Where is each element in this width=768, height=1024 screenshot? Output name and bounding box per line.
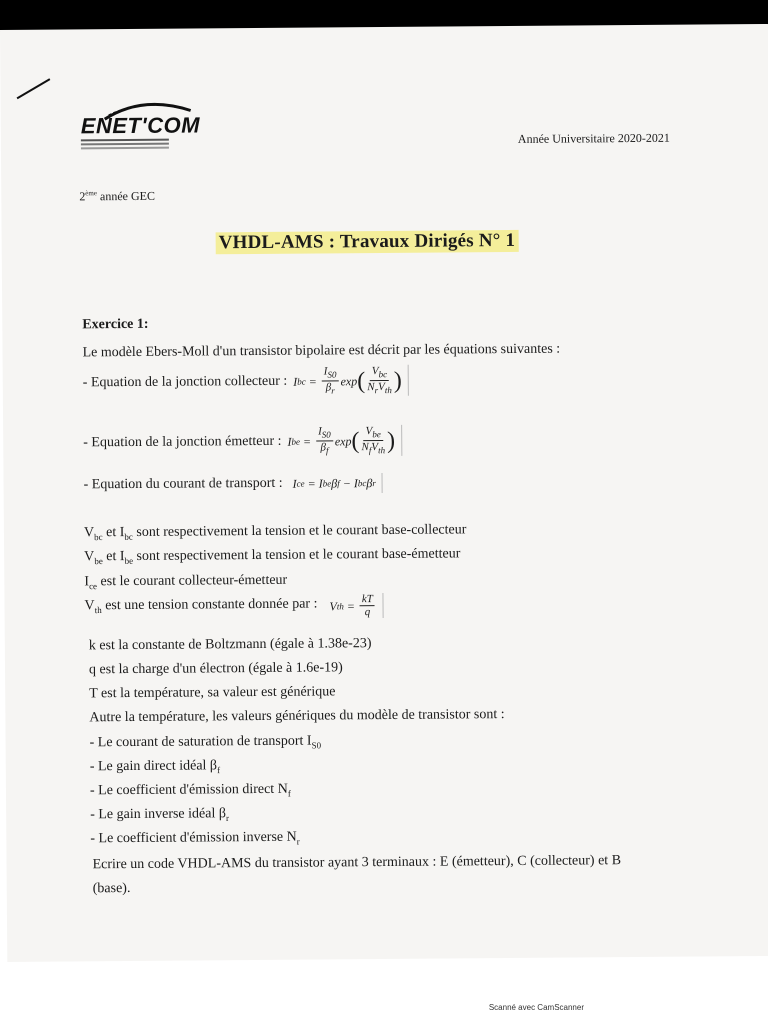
list-item-sub: f [287,788,291,799]
logo-wordmark: ENET'COM [80,112,201,139]
logo-subtitle-lines [81,139,169,142]
enetcom-logo [81,100,201,157]
equation-transport-formula: I ce = I be β f − I bc β r [287,473,383,494]
scanner-watermark: Scanné avec CamScanner [488,1003,584,1012]
vbe-definition-text: sont respectivement la tension et le courant base-émetteur [136,546,461,564]
list-item [90,780,291,805]
list-item-sub: r [296,836,300,847]
scanner-bottom-margin [0,962,768,1024]
task-line-1: Ecrire un code VHDL-AMS du transistor ayant 3 terminaux : E (émetteur), C (collecteur) et B [92,853,622,873]
generic-values-intro: Autre la température, les valeurs génériques du modèle de transistor sont : [89,707,505,726]
list-item-text: - Le coefficient d'émission inverse N [90,829,297,847]
vth-definition-text: est une tension constante donnée par : [105,596,318,613]
ice-definition-text: est le courant collecteur-émetteur [100,572,288,590]
list-item-text: - Le courant de saturation de transport I [89,733,312,751]
equation-emitter-label: - Equation de la jonction émetteur : [83,433,282,451]
page-title: VHDL-AMS : Travaux Dirigés N° 1 [218,229,516,254]
t-definition: T est la température, sa valeur est générique [89,684,336,702]
list-item-sub: f [217,765,221,776]
vbe-definition: $V_{be}$ et $I_{be}$ sont respectivement la tension et le courant base-émetteur [84,546,461,567]
list-item-text: - Le coefficient d'émission direct N [89,781,288,799]
list-item [90,756,220,781]
equation-emitter-row [83,425,402,459]
equation-collector-row [83,365,409,399]
vth-definition-row [84,593,384,620]
equation-collector-formula: I bc = $\frac{I_{S0}}{\beta_r}$ exp ( $\frac{V_{bc}}{N_rV_{th}}$ ) [287,365,409,397]
academic-year: Année Universitaire 2020-2021 [517,130,670,146]
class-level [79,189,155,205]
list-item [90,804,229,829]
list-item-sub: S0 [311,740,322,751]
task-line-2: (base). [92,881,131,897]
level-sup: ème [85,189,97,198]
document-page [0,24,768,962]
list-item [90,828,300,853]
exercise-heading: Exercice 1: [82,316,149,333]
list-item [90,732,322,758]
equation-transport-label: - Equation du courant de transport : [83,475,283,493]
equation-collector-label: - Equation de la jonction collecteur : [82,373,288,391]
equation-transport-row [84,473,383,495]
ice-definition: $I_{ce}$ est le courant collecteur-émetteur [84,572,288,592]
k-definition: k est la constante de Boltzmann (égale à 1.38e-23) [88,636,372,654]
q-definition: q est la charge d'un électron (égale à 1.6e-19) [88,660,343,678]
vth-definition: $V_{th}$ est une tension constante donnée par : [84,596,318,615]
vbc-definition-text: sont respectivement la tension et le courant base-collecteur [136,522,467,540]
vbc-definition: $V_{bc}$ et $I_{bc}$ sont respectivement la tension et le courant base-collecteur [83,522,467,543]
equation-emitter-formula: I be = $\frac{I_{S0}}{\beta_f}$ exp ( $\frac{V_{be}}{N_fV_{th}}$ ) [281,425,402,457]
intro-text: Le modèle Ebers-Moll d'un transistor bipolaire est décrit par les équations suivantes : [82,341,561,361]
level-name: année GEC [96,188,156,204]
level-number: 2 [79,189,86,204]
list-item-text: - Le gain direct idéal β [89,758,218,775]
pen-mark [17,78,51,99]
list-item-sub: r [225,813,230,824]
vth-formula: V th = $\frac{kT}{q}$ [323,593,384,618]
list-item-text: - Le gain inverse idéal β [90,806,227,823]
title-highlight [216,230,519,254]
